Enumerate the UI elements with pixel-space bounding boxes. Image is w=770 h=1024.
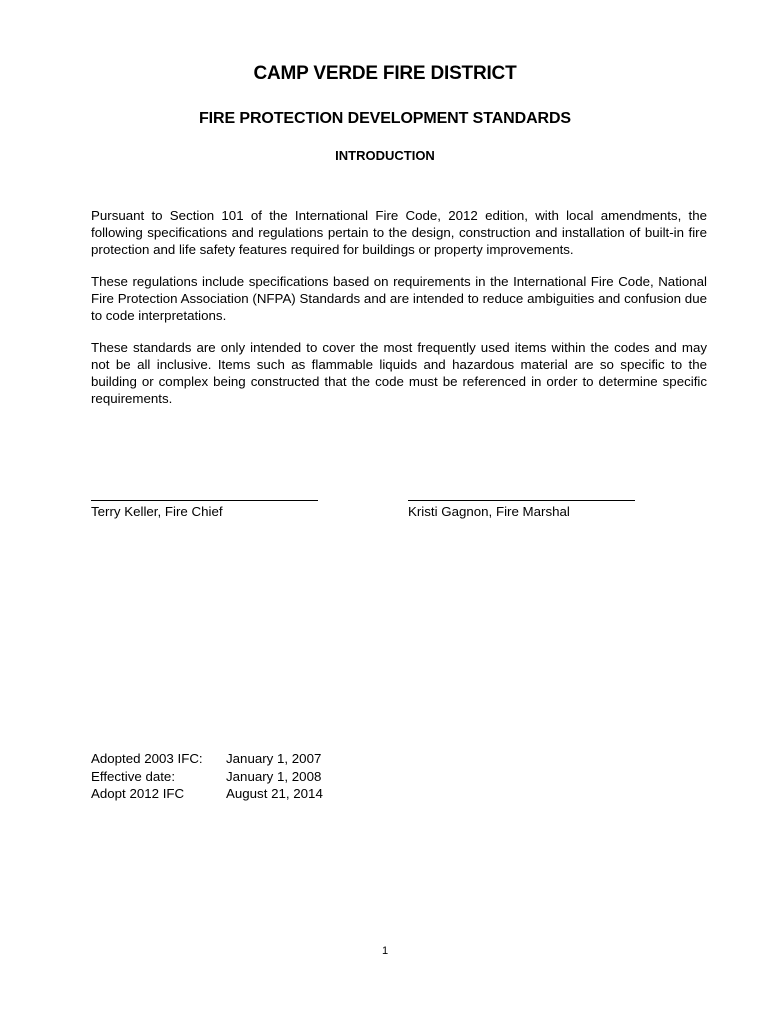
signatory-fire-marshal: Kristi Gagnon, Fire Marshal <box>408 504 570 519</box>
paragraph: These standards are only intended to cover the most frequently used items within the codes and may not be all inclusive. Items such as flammable liquids and hazardous material are so specific to the building or complex being constructed that the code must be referenced in order to determine specific requirements. <box>91 340 707 406</box>
signature-line-left <box>91 500 318 501</box>
adoption-label: Effective date: <box>91 768 176 784</box>
adoption-dates <box>91 750 323 803</box>
adoption-row <box>91 785 323 803</box>
adoption-row <box>91 768 323 786</box>
paragraph: These regulations include specifications based on requirements in the International Fire Code, National Fire Protection Association (NFPA) Standards and are intended to reduce ambiguities and confusion due to code interpretations. <box>91 274 707 323</box>
document-subtitle: FIRE PROTECTION DEVELOPMENT STANDARDS <box>198 110 572 127</box>
adoption-date: January 1, 2007 <box>226 751 322 766</box>
adoption-label: Adopt 2012 IFC <box>91 786 185 801</box>
adoption-date: January 1, 2008 <box>226 768 322 784</box>
adoption-date: August 21, 2014 <box>226 786 323 801</box>
document-title: CAMP VERDE FIRE DISTRICT <box>253 63 517 84</box>
signature-line-right <box>408 500 635 501</box>
adoption-row <box>91 750 323 768</box>
section-heading: INTRODUCTION <box>335 148 435 163</box>
page-number: 1 <box>381 945 389 957</box>
signatory-fire-chief: Terry Keller, Fire Chief <box>91 504 223 519</box>
adoption-label: Adopted 2003 IFC: <box>91 751 203 766</box>
paragraph: Pursuant to Section 101 of the International Fire Code, 2012 edition, with local amendments, the following specifications and regulations pertain to the design, construction and installation of built-in fire protection and life safety features required for buildings or property improvements. <box>91 208 707 257</box>
